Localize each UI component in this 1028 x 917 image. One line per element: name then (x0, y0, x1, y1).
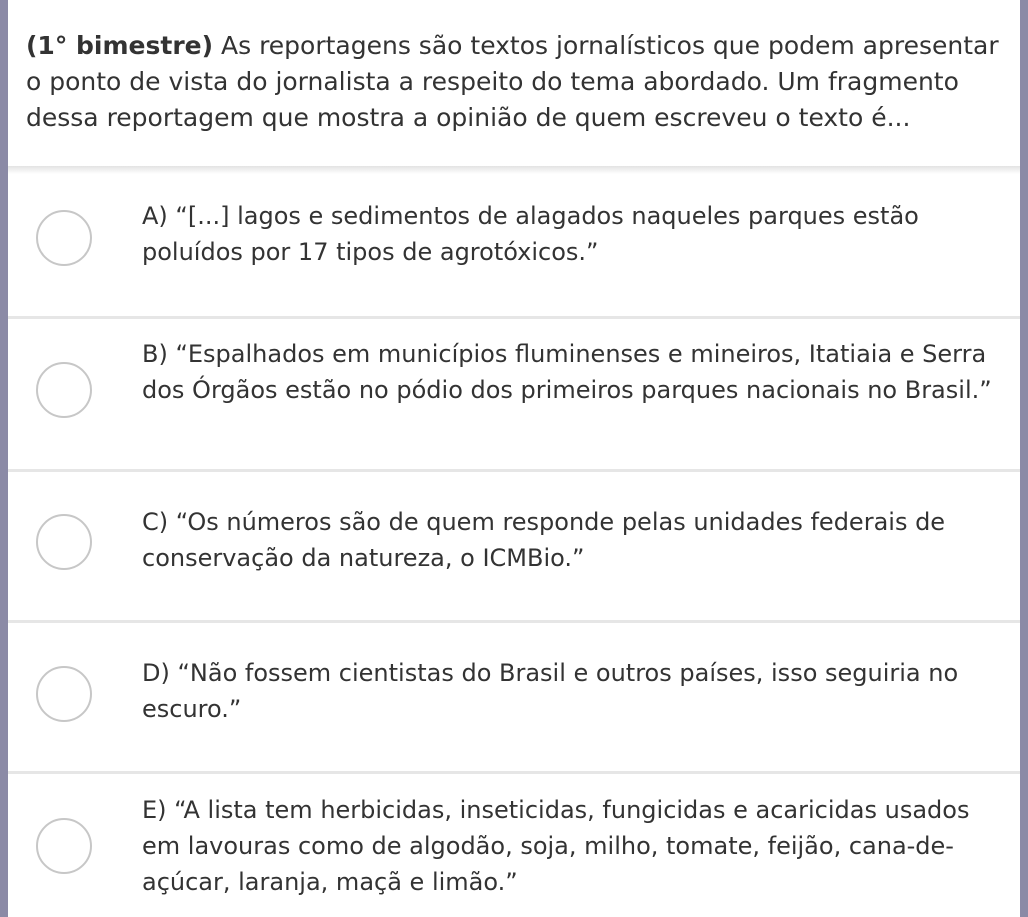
option-d-radio[interactable] (36, 666, 92, 722)
option-b[interactable] (8, 319, 1020, 469)
option-d[interactable] (8, 623, 1020, 771)
question-card (8, 0, 1020, 917)
option-e-text[interactable]: E) “A lista tem herbicidas, inseticidas, fungicidas e acaricidas usados em lavouras como de algodão, soja, milho, tomate, feijão, cana-de-açúcar, laranja, maçã e limão.” (142, 796, 970, 896)
question-bimester-label: (1° bimestre) (26, 31, 214, 60)
option-c-text[interactable]: C) “Os números são de quem responde pelas unidades federais de conservação da natureza, o ICMBio.” (142, 508, 946, 572)
question-text (26, 28, 1011, 136)
header-divider (8, 166, 1020, 174)
option-a[interactable] (8, 174, 1020, 316)
question-body: As reportagens são textos jornalísticos que podem apresentar o ponto de vista do jornalista a respeito do tema abordado. Um fragmento dessa reportagem que mostra a opinião de quem escreveu o texto é... (26, 31, 999, 132)
option-a-text[interactable]: A) “[...] lagos e sedimentos de alagados naqueles parques estão poluídos por 17 tipos de agrotóxicos.” (142, 202, 919, 266)
option-d-text[interactable]: D) “Não fossem cientistas do Brasil e outros países, isso seguiria no escuro.” (142, 659, 959, 723)
option-c-radio[interactable] (36, 514, 92, 570)
option-e-radio[interactable] (36, 818, 92, 874)
option-a-radio[interactable] (36, 210, 92, 266)
option-e[interactable] (8, 774, 1020, 917)
option-c[interactable] (8, 472, 1020, 620)
option-b-radio[interactable] (36, 362, 92, 418)
option-b-text[interactable]: B) “Espalhados em municípios fluminenses e mineiros, Itatiaia e Serra dos Órgãos estão no pódio dos primeiros parques nacionais no Brasil.” (142, 340, 992, 404)
